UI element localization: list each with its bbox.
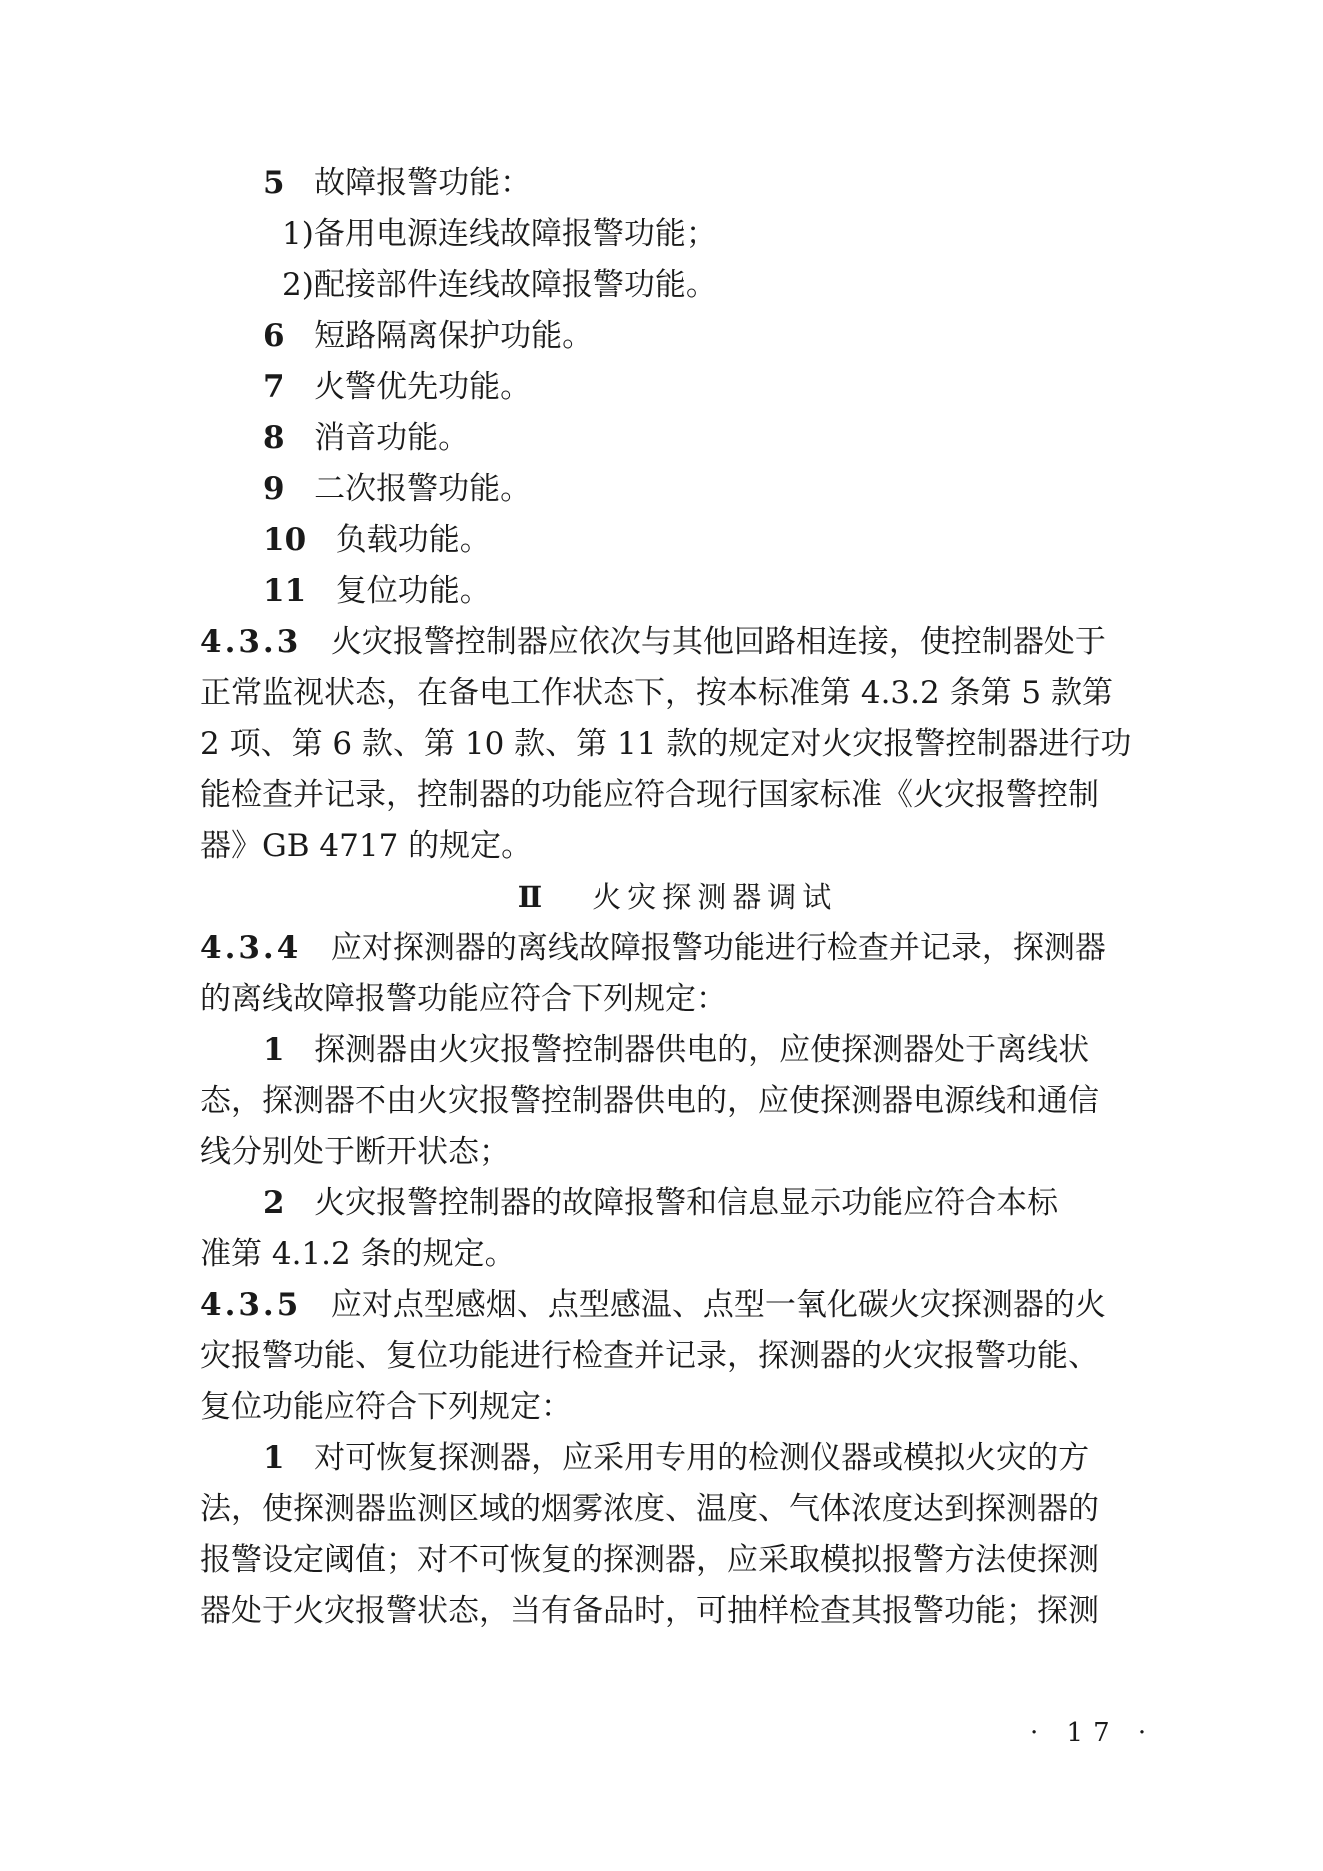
- list-item: [200, 311, 1155, 362]
- item-text: 消音功能。: [314, 420, 470, 456]
- item-text: 复位功能。: [335, 573, 491, 609]
- clause-4-3-5-item-line: 报警设定阈值；对不可恢复的探测器，应采取模拟报警方法使探测: [200, 1542, 1099, 1578]
- sub-item-text: 1)备用电源连线故障报警功能；: [282, 216, 717, 252]
- item-text: 探测器由火灾报警控制器供电的，应使探测器处于离线状: [314, 1032, 1090, 1068]
- clause-text: 应对点型感烟、点型感温、点型一氧化碳火灾探测器的火: [330, 1287, 1106, 1323]
- clause-4-3-3-line: 能检查并记录，控制器的功能应符合现行国家标准《火灾报警控制: [200, 777, 1099, 813]
- clause-4-3-3-line: 器》GB 4717 的规定。: [200, 828, 533, 864]
- clause-4-3-5-line: [200, 1280, 1155, 1331]
- item-text: 二次报警功能。: [314, 471, 532, 507]
- item-number: 5: [263, 165, 285, 201]
- item-number: 7: [263, 369, 285, 405]
- clause-4-3-4-line: [200, 923, 1155, 974]
- clause-number: 4.3.5: [200, 1287, 302, 1323]
- item-number: 10: [263, 522, 307, 558]
- list-item: [200, 362, 1155, 413]
- list-item: [200, 413, 1155, 464]
- sub-item: [200, 209, 1155, 260]
- clause-4-3-5-item-line: [200, 1433, 1155, 1484]
- clause-number: 4.3.4: [200, 930, 302, 966]
- item-number: 6: [263, 318, 285, 354]
- clause-number: 4.3.3: [200, 624, 302, 660]
- clause-4-3-5-item-line: 器处于火灾报警状态，当有备品时，可抽样检查其报警功能；探测: [200, 1593, 1099, 1629]
- item-text: 火灾报警控制器的故障报警和信息显示功能应符合本标: [314, 1185, 1059, 1221]
- body-text: [200, 158, 1155, 1637]
- item-number: 1: [263, 1032, 285, 1068]
- item-number: 8: [263, 420, 285, 456]
- section-heading: [200, 872, 1155, 923]
- item-text: 故障报警功能：: [314, 165, 532, 201]
- clause-4-3-5-line: 灾报警功能、复位功能进行检查并记录，探测器的火灾报警功能、: [200, 1338, 1099, 1374]
- clause-4-3-5-line: 复位功能应符合下列规定：: [200, 1389, 572, 1425]
- item-number: 11: [263, 573, 307, 609]
- sub-item-text: 2)配接部件连线故障报警功能。: [282, 267, 717, 303]
- sub-item: [200, 260, 1155, 311]
- item-text: 对可恢复探测器，应采用专用的检测仪器或模拟火灾的方: [314, 1440, 1090, 1476]
- list-item: [200, 158, 1155, 209]
- item-number: 1: [263, 1440, 285, 1476]
- clause-4-3-4-line: 的离线故障报警功能应符合下列规定：: [200, 981, 727, 1017]
- clause-4-3-4-item-line: 线分别处于断开状态；: [200, 1134, 510, 1170]
- clause-text: 火灾报警控制器应依次与其他回路相连接，使控制器处于: [330, 624, 1106, 660]
- clause-4-3-3-line: 2 项、第 6 款、第 10 款、第 11 款的规定对火灾报警控制器进行功: [200, 726, 1132, 762]
- item-number: 2: [263, 1185, 285, 1221]
- clause-4-3-3-line: [200, 617, 1155, 668]
- list-item: [200, 515, 1155, 566]
- list-item: [200, 566, 1155, 617]
- clause-4-3-4-item-line: [200, 1178, 1155, 1229]
- clause-4-3-5-item-line: 法，使探测器监测区域的烟雾浓度、温度、气体浓度达到探测器的: [200, 1491, 1099, 1527]
- section-title: 火灾探测器调试: [592, 880, 838, 914]
- section-roman-numeral: Ⅱ: [517, 880, 549, 914]
- item-text: 负载功能。: [335, 522, 491, 558]
- page-number: · 17 ·: [1030, 1718, 1157, 1748]
- item-text: 火警优先功能。: [314, 369, 532, 405]
- clause-4-3-3-line: 正常监视状态，在备电工作状态下，按本标准第 4.3.2 条第 5 款第: [200, 675, 1114, 711]
- clause-4-3-4-item-line: [200, 1025, 1155, 1076]
- list-item: [200, 464, 1155, 515]
- clause-4-3-4-item-line: 态，探测器不由火灾报警控制器供电的，应使探测器电源线和通信: [200, 1083, 1099, 1119]
- clause-text: 应对探测器的离线故障报警功能进行检查并记录，探测器: [330, 930, 1106, 966]
- item-text: 短路隔离保护功能。: [314, 318, 594, 354]
- clause-4-3-4-item-line: 准第 4.1.2 条的规定。: [200, 1236, 516, 1272]
- item-number: 9: [263, 471, 285, 507]
